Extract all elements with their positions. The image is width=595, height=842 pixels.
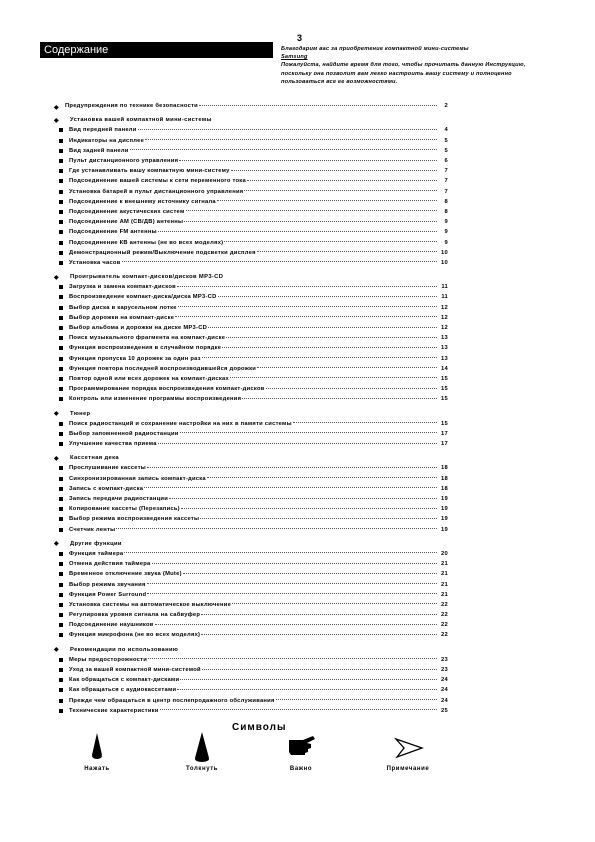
toc-entry[interactable]: [58, 620, 448, 630]
toc-entry-label: Копирование кассеты (Перезапись): [69, 506, 180, 513]
dot-leader: [224, 241, 437, 242]
square-bullet-icon: [59, 251, 63, 255]
square-bullet-icon: [59, 477, 63, 481]
dot-leader: [147, 593, 437, 594]
toc-entry[interactable]: [58, 384, 448, 394]
toc-entry-page: 17: [441, 430, 448, 437]
toc-entry-page: 5: [444, 147, 448, 154]
dot-leader: [148, 658, 437, 659]
toc-entry-page: 12: [441, 314, 448, 321]
toc-entry-label: Подсоединение АМ (СВ/ДВ) антенны: [69, 219, 184, 226]
toc-entry-page: 18: [441, 465, 448, 472]
toc-entry[interactable]: [58, 610, 448, 620]
toc-entry-page: 22: [441, 632, 448, 639]
square-bullet-icon: [59, 487, 63, 491]
toc-entry[interactable]: [58, 156, 448, 166]
pointing-hand-icon: [261, 731, 341, 763]
dot-leader: [207, 477, 437, 478]
toc-entry-page: 8: [444, 208, 448, 215]
toc-entry[interactable]: [58, 419, 448, 429]
dot-leader: [124, 552, 437, 553]
toc-entry-label: Подсоединение наушников: [69, 622, 154, 629]
symbol-push: [162, 731, 242, 772]
dot-leader: [180, 432, 437, 433]
dot-leader: [293, 422, 437, 423]
square-bullet-icon: [59, 497, 63, 501]
symbol-label-important: Важно: [289, 766, 313, 772]
square-bullet-icon: [59, 466, 63, 470]
toc-entry[interactable]: [58, 146, 448, 156]
toc-entry[interactable]: [58, 207, 448, 217]
toc-entry-label: Как обращаться с компакт-дисками: [69, 677, 180, 684]
section-title: Установка вашей компактной мини-системы: [70, 117, 212, 124]
toc-entry-page: 6: [444, 158, 448, 165]
toc-entry-label: Подсоединение КВ антенны (не во всех моделях): [69, 239, 224, 246]
square-bullet-icon: [59, 528, 63, 532]
toc-entry[interactable]: [58, 343, 448, 353]
toc-entry-page: 19: [441, 506, 448, 513]
toc-entry-label: Временное отключение звука (Mute): [69, 571, 182, 578]
toc-entry-label: Синхронизированная запись компакт-диска: [69, 475, 206, 482]
toc-entry-page: 25: [441, 707, 448, 714]
square-bullet-icon: [59, 149, 63, 153]
toc-entry-page: 23: [441, 656, 448, 663]
toc-entry-page: 12: [441, 325, 448, 332]
toc-entry[interactable]: [58, 706, 448, 716]
dot-leader: [242, 398, 437, 399]
dot-leader: [144, 487, 437, 488]
dot-leader: [147, 583, 437, 584]
square-bullet-icon: [59, 678, 63, 682]
dot-leader: [130, 149, 437, 150]
square-bullet-icon: [59, 562, 63, 566]
symbol-important: [261, 731, 341, 772]
toc-entry-label: Демонстрационный режим/Выключение подсветки дисплея: [69, 249, 256, 256]
toc-entry-page: 22: [441, 601, 448, 608]
dot-leader: [160, 709, 437, 710]
square-bullet-icon: [59, 326, 63, 330]
toc-entry[interactable]: [58, 569, 448, 579]
square-bullet-icon: [59, 699, 63, 703]
toc-entry-label: Контроль или изменение программы воспроизведения: [69, 396, 242, 403]
square-bullet-icon: [59, 442, 63, 446]
toc-entry-page: 15: [441, 420, 448, 427]
section-heading: [54, 408, 448, 418]
square-bullet-icon: [59, 346, 63, 350]
dot-leader: [179, 160, 437, 161]
section-title: Проигрыватель компакт-дисков/дисков MP3-CD: [70, 274, 224, 281]
square-bullet-icon: [59, 230, 63, 234]
square-bullet-icon: [59, 688, 63, 692]
toc-entry-label: Отмена действия таймера: [69, 561, 151, 568]
square-bullet-icon: [59, 285, 63, 289]
toc-entry-page: 18: [441, 485, 448, 492]
dot-leader: [158, 443, 437, 444]
symbol-label-note: Примечание: [386, 766, 430, 772]
toc-entry-label: Подсоединение вашей системы к сети переменного тока: [69, 178, 246, 185]
intro-text: [281, 45, 551, 86]
symbol-press: [57, 731, 137, 772]
diamond-bullet-icon: ◆: [54, 541, 59, 548]
square-bullet-icon: [59, 572, 63, 576]
square-bullet-icon: [59, 633, 63, 637]
toc-entry[interactable]: [58, 187, 448, 197]
square-bullet-icon: [59, 128, 63, 132]
toc-entry[interactable]: [58, 463, 448, 473]
toc-entry-label: Вид передней панели: [69, 127, 137, 134]
diamond-bullet-icon: ◆: [54, 274, 59, 281]
dot-leader: [186, 210, 438, 211]
dot-leader: [183, 573, 437, 574]
toc-entry-page: 10: [441, 259, 448, 266]
toc-entry-label: Счетчик ленты: [69, 526, 116, 533]
toc-entry-label: Повтор одной или всех дорожек на компакт-дисках: [69, 375, 229, 382]
toc-entry[interactable]: [58, 600, 448, 610]
toc-entry-page: 13: [441, 355, 448, 362]
toc-entry[interactable]: [58, 696, 448, 706]
toc-entry-label: Функция повтора последней воспроизводившейся дорожки: [69, 365, 257, 372]
square-bullet-icon: [59, 517, 63, 521]
square-bullet-icon: [59, 367, 63, 371]
toc-entry[interactable]: [58, 429, 448, 439]
press-icon: [57, 731, 137, 763]
intro-line-1: Благодарим вас за приобретение компактной мини-системы: [281, 46, 469, 52]
toc-entry-label: Воспроизведение компакт-диска/диска MP3-CD: [69, 294, 217, 301]
toc-entry-label: Меры предосторожности: [69, 656, 148, 663]
toc-entry[interactable]: [58, 197, 448, 207]
toc-entry[interactable]: [58, 217, 448, 227]
toc-entry-label: Запись с компакт-диска: [69, 485, 144, 492]
square-bullet-icon: [59, 179, 63, 183]
square-bullet-icon: [59, 623, 63, 627]
toc-entry[interactable]: [54, 101, 448, 112]
dot-leader: [177, 286, 437, 287]
push-icon: [162, 731, 242, 763]
toc-entry[interactable]: [58, 364, 448, 374]
square-bullet-icon: [59, 220, 63, 224]
toc-entry[interactable]: [58, 559, 448, 569]
toc-entry-label: Где устанавливать вашу компактную мини-систему: [69, 168, 230, 175]
toc-entry-page: 21: [441, 591, 448, 598]
toc-entry-page: 11: [441, 294, 448, 301]
dot-leader: [184, 221, 437, 222]
toc-entry-label: Функция пропуска 10 дорожек за один раз: [69, 355, 201, 362]
section-heading: [54, 645, 448, 655]
square-bullet-icon: [59, 668, 63, 672]
dot-leader: [257, 367, 437, 368]
toc-entry[interactable]: [58, 237, 448, 247]
toc-entry[interactable]: [58, 590, 448, 600]
toc-entry-page: 4: [444, 127, 448, 134]
dot-leader: [201, 634, 437, 635]
dot-leader: [230, 377, 437, 378]
toc-entry[interactable]: [58, 374, 448, 384]
toc-entry-label: Поиск радиостанций и сохранение настройки на них в памяти системы: [69, 420, 292, 427]
toc-entry[interactable]: [58, 136, 448, 146]
dot-leader: [178, 306, 437, 307]
toc-entry-page: 9: [444, 239, 448, 246]
toc-entry-page: 11: [441, 284, 448, 291]
dot-leader: [257, 251, 437, 252]
square-bullet-icon: [59, 139, 63, 143]
toc-entry-page: 21: [441, 581, 448, 588]
square-bullet-icon: [59, 397, 63, 401]
dot-leader: [147, 467, 437, 468]
dot-leader: [244, 190, 437, 191]
toc-entry[interactable]: [58, 675, 448, 685]
toc-entry[interactable]: [58, 292, 448, 302]
dot-leader: [200, 518, 437, 519]
diamond-bullet-icon: ◆: [54, 117, 59, 124]
toc-entry-label: Регулировка уровня сигнала на сабвуфер: [69, 612, 201, 619]
section-heading: [54, 453, 448, 463]
square-bullet-icon: [59, 336, 63, 340]
section-heading: [54, 272, 448, 282]
toc-entry-label: Функция Power Surround: [69, 591, 147, 598]
dot-leader: [276, 699, 437, 700]
square-bullet-icon: [59, 169, 63, 173]
toc-entry[interactable]: [58, 313, 448, 323]
section-title: Рекомендации по использованию: [70, 646, 179, 653]
symbols-title: Символы: [232, 722, 287, 733]
dot-leader: [177, 689, 437, 690]
toc-entry-page: 12: [441, 304, 448, 311]
toc-entry-page: 21: [441, 561, 448, 568]
toc-entry-label: Индикаторы на дисплее: [69, 137, 145, 144]
dot-leader: [232, 603, 437, 604]
toc-entry-label: Подсоединение акустических систем: [69, 208, 185, 215]
dot-leader: [122, 261, 437, 262]
diamond-bullet-icon: ◆: [54, 455, 59, 462]
toc-entry-label: Функция воспроизведения в случайном порядке: [69, 345, 222, 352]
toc-entry-label: Установка батарей в пульт дистанционного управления: [69, 188, 244, 195]
toc-entry-page: 23: [441, 667, 448, 674]
toc-entry[interactable]: [58, 494, 448, 504]
toc-entry[interactable]: [58, 579, 448, 589]
dot-leader: [145, 139, 437, 140]
square-bullet-icon: [59, 613, 63, 617]
toc-entry[interactable]: [58, 655, 448, 665]
toc-entry[interactable]: [58, 258, 448, 268]
toc-entry-page: 24: [441, 687, 448, 694]
toc-entry[interactable]: [58, 474, 448, 484]
toc-entry-page: 7: [444, 168, 448, 175]
square-bullet-icon: [59, 377, 63, 381]
toc-entry-label: Как обращаться с аудиокассетами: [69, 687, 177, 694]
toc-entry-page: 17: [441, 441, 448, 448]
toc-entry-label: Выбор альбома и дорожки на диске MP3-CD: [69, 325, 208, 332]
dot-leader: [180, 679, 437, 680]
toc-entry-page: 9: [444, 229, 448, 236]
toc-entry-page: 8: [444, 198, 448, 205]
toc-entry[interactable]: [58, 323, 448, 333]
toc-entry-page: 5: [444, 137, 448, 144]
toc-entry-label: Подсоединение FM антенны: [69, 229, 157, 236]
square-bullet-icon: [59, 422, 63, 426]
toc-entry-label: Функция таймера: [69, 550, 124, 557]
square-bullet-icon: [59, 593, 63, 597]
toc-entry[interactable]: [58, 665, 448, 675]
toc-entry[interactable]: [58, 282, 448, 292]
toc-entry-label: Выбор режима звучания: [69, 581, 146, 588]
square-bullet-icon: [59, 658, 63, 662]
dot-leader: [202, 357, 437, 358]
section-title: Тюнер: [70, 410, 91, 417]
toc-entry-page: 24: [441, 697, 448, 704]
toc-entry-page: 22: [441, 612, 448, 619]
dot-leader: [155, 624, 437, 625]
toc-entry-page: 19: [441, 516, 448, 523]
toc-entry-label: Загрузка и замена компакт-дисков: [69, 284, 176, 291]
square-bullet-icon: [59, 210, 63, 214]
symbol-label-push: Толкнуть: [185, 766, 219, 772]
diamond-bullet-icon: ◆: [54, 105, 59, 112]
toc-entry-label: Прослушивание кассеты: [69, 465, 146, 472]
section-title: Другие функции: [70, 540, 122, 547]
dot-leader: [116, 528, 437, 529]
toc-entry-label: Установка часов: [69, 259, 121, 266]
toc-entry-label: Выбор запомненной радиостанции: [69, 430, 179, 437]
toc-entry-page: 13: [441, 335, 448, 342]
square-bullet-icon: [59, 295, 63, 299]
dot-leader: [175, 316, 437, 317]
toc-entry-label: Программирование порядка воспроизведения компакт-дисков: [69, 386, 265, 393]
toc-entry[interactable]: [58, 484, 448, 494]
toc-entry-page: 21: [441, 571, 448, 578]
page-number: 3: [297, 33, 303, 43]
toc-entry-page: 7: [444, 178, 448, 185]
dot-leader: [222, 347, 437, 348]
dot-leader: [202, 669, 437, 670]
dot-leader: [169, 498, 437, 499]
symbol-label-press: Нажать: [84, 766, 110, 772]
toc-entry[interactable]: [58, 303, 448, 313]
toc-entry-page: 13: [441, 345, 448, 352]
toc-entry-label: Выбор дорожки на компакт-диске: [69, 314, 175, 321]
toc-entry-page: 18: [441, 475, 448, 482]
dot-leader: [218, 296, 437, 297]
toc-entry-page: 24: [441, 677, 448, 684]
toc-entry[interactable]: [58, 685, 448, 695]
toc-entry[interactable]: [58, 439, 448, 449]
dot-leader: [199, 105, 437, 106]
dot-leader: [247, 180, 437, 181]
symbol-note: [368, 731, 448, 772]
square-bullet-icon: [59, 159, 63, 163]
toc-entry-page: 19: [441, 496, 448, 503]
note-arrow-icon: [368, 731, 448, 763]
toc-entry-label: Выбор диска в карусельном лотке: [69, 304, 177, 311]
toc-entry-page: 19: [441, 526, 448, 533]
toc-entry-page: 2: [444, 103, 448, 110]
dot-leader: [217, 200, 437, 201]
square-bullet-icon: [59, 200, 63, 204]
toc-entry[interactable]: [58, 525, 448, 535]
square-bullet-icon: [59, 306, 63, 310]
toc-entry-label: Предупреждения по технике безопасности: [65, 103, 198, 110]
square-bullet-icon: [59, 583, 63, 587]
square-bullet-icon: [59, 190, 63, 194]
toc-entry-page: 15: [441, 386, 448, 393]
toc-entry[interactable]: [58, 354, 448, 364]
section-title: Кассетная дека: [70, 455, 119, 462]
toc-entry-page: 15: [441, 375, 448, 382]
toc-entry[interactable]: [58, 630, 448, 640]
intro-line-2: Пожалуйста, найдите время для того, чтобы прочитать данную Инструкцию, поскольку она позволит вам легко настроить вашу систему и полноценно пользоваться все ее возможностями.: [281, 62, 526, 85]
toc-entry[interactable]: [58, 549, 448, 559]
dot-leader: [231, 170, 437, 171]
toc-entry-label: Поиск музыкального фрагмента на компакт-диске: [69, 335, 226, 342]
dot-leader: [138, 129, 437, 130]
dot-leader: [158, 231, 437, 232]
toc-entry[interactable]: [58, 514, 448, 524]
section-heading: [54, 115, 448, 125]
toc-entry-label: Функция микрофона (не во всех моделях): [69, 632, 201, 639]
toc-entry[interactable]: [58, 248, 448, 258]
toc-entry-label: Подсоединение к внешнему источнику сигнала: [69, 198, 216, 205]
dot-leader: [181, 508, 437, 509]
toc-entry-page: 14: [441, 365, 448, 372]
square-bullet-icon: [59, 357, 63, 361]
toc-entry-label: Уход за вашей компактной мини-системой: [69, 667, 201, 674]
toc-entry[interactable]: [58, 125, 448, 135]
toc-entry-page: 10: [441, 249, 448, 256]
toc-entry-page: 20: [441, 550, 448, 557]
intro-brand: Samsung: [281, 54, 308, 61]
square-bullet-icon: [59, 507, 63, 511]
square-bullet-icon: [59, 552, 63, 556]
toc-entry[interactable]: [58, 227, 448, 237]
square-bullet-icon: [59, 432, 63, 436]
dot-leader: [152, 563, 437, 564]
toc-entry-label: Технические характеристики: [69, 707, 159, 714]
square-bullet-icon: [59, 261, 63, 265]
toc-entry-page: 15: [441, 396, 448, 403]
toc-entry-page: 7: [444, 188, 448, 195]
toc-entry-label: Прежде чем обращаться в центр послепродажного обслуживания: [69, 697, 275, 704]
toc-entry[interactable]: [58, 166, 448, 176]
square-bullet-icon: [59, 709, 63, 713]
diamond-bullet-icon: ◆: [54, 411, 59, 418]
section-heading: [54, 539, 448, 549]
table-of-contents: [54, 101, 448, 716]
toc-entry-label: Улучшение качества приема: [69, 441, 157, 448]
dot-leader: [266, 388, 437, 389]
dot-leader: [208, 327, 437, 328]
diamond-bullet-icon: ◆: [54, 647, 59, 654]
toc-entry-label: Вид задней панели: [69, 147, 129, 154]
dot-leader: [201, 614, 437, 615]
toc-entry-label: Запись передачи радиостанции: [69, 496, 169, 503]
toc-entry[interactable]: [58, 333, 448, 343]
toc-entry-page: 9: [444, 219, 448, 226]
toc-entry[interactable]: [58, 394, 448, 404]
toc-entry-label: Пульт дистанционного управления: [69, 158, 179, 165]
toc-entry-label: Установка системы на автоматическое выключение: [69, 601, 232, 608]
dot-leader: [226, 337, 437, 338]
square-bullet-icon: [59, 316, 63, 320]
toc-entry[interactable]: [58, 176, 448, 186]
contents-header: Содержание: [40, 42, 273, 58]
square-bullet-icon: [59, 387, 63, 391]
square-bullet-icon: [59, 603, 63, 607]
toc-entry[interactable]: [58, 504, 448, 514]
toc-entry-page: 22: [441, 622, 448, 629]
square-bullet-icon: [59, 241, 63, 245]
toc-entry-label: Выбор режима воспроизведения кассеты: [69, 516, 200, 523]
